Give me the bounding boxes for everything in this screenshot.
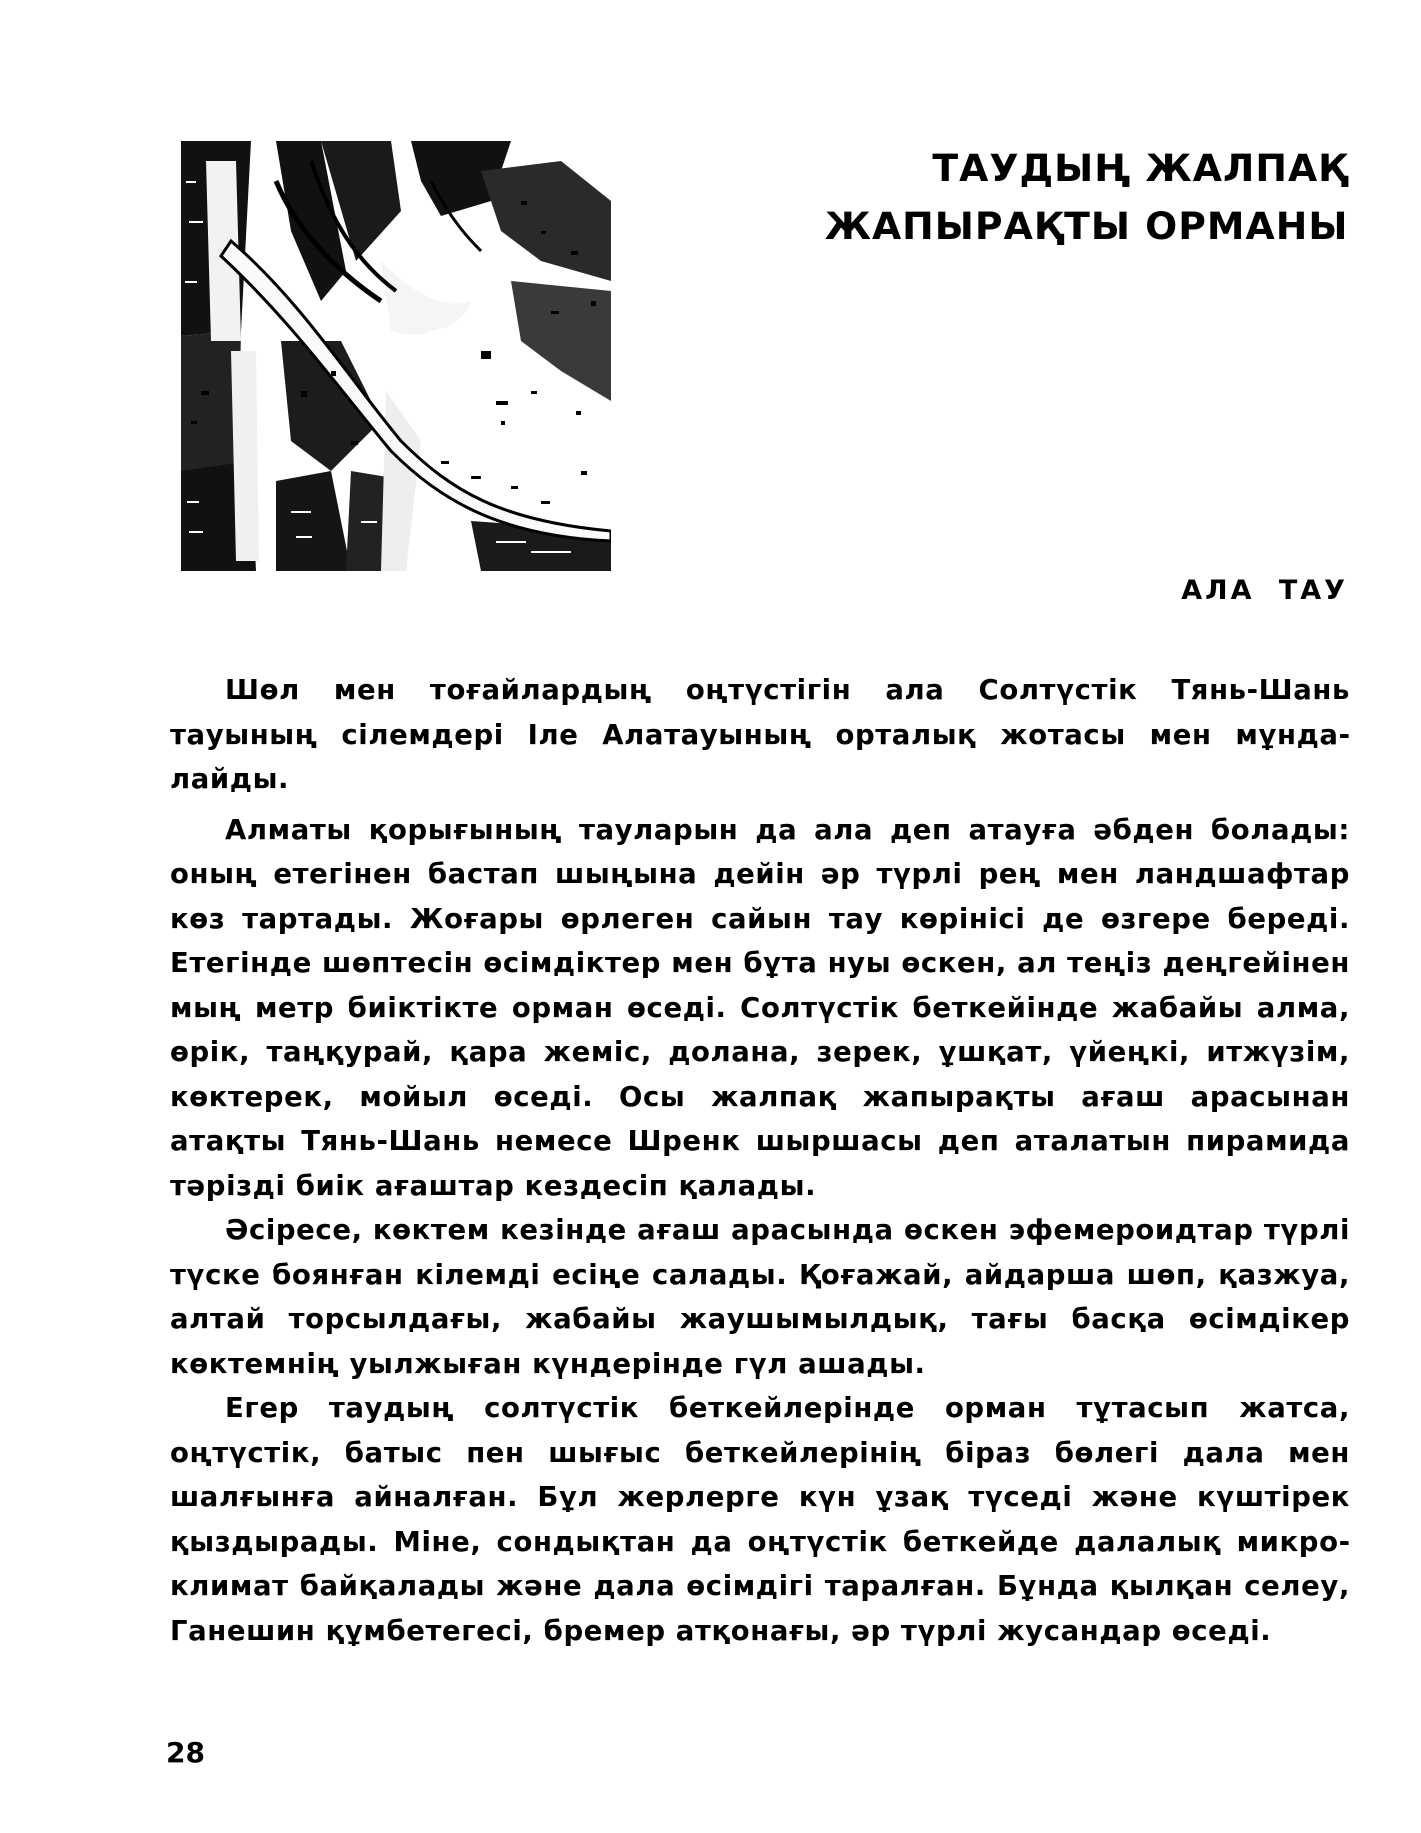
paragraph-4: Егер таудың солтүстік беткейлерінде орман тұтасып жатса, оңтүстік, батыс пен шығыс беткейлерінің біраз бөлегі дала мен шалғынға айналған. Бұл жерлерге күн ұзақ түседі және күштірек қыздырады. Міне, сондықтан да оңтүстік беткейде далалық микроклимат байқалады және дала өсімдігі таралған. Бұнда қылқан селеу, Ганешин құмбетегесі, бремер атқонағы, әр түрлі жусандар өседі. bbox=[170, 1392, 1350, 1647]
paragraph-3: Әсіресе, көктем кезінде ағаш арасында өскен эфемероидтар түрлі түске боянған кілемді есіңе салады. Қоғажай, айдарша шөп, қазжуа, алтай торсылдағы, жабайы жаушымылдық, тағы басқа өсімдікер көктемнің уылжыған күндерінде гүл ашады. bbox=[170, 1214, 1350, 1380]
article-body bbox=[170, 668, 1350, 1653]
forest-photo-image bbox=[181, 141, 611, 571]
page-title-line-2: ЖАПЫРАҚТЫ ОРМАНЫ bbox=[824, 205, 1348, 248]
page-number: 28 bbox=[166, 1736, 205, 1769]
section-subtitle: АЛА ТАУ bbox=[1181, 575, 1348, 606]
page-title bbox=[824, 140, 1348, 256]
page-title-line-1: ТАУДЫҢ ЖАЛПАҚ bbox=[931, 147, 1348, 190]
paragraph-1: Шөл мен тоғайлардың оңтүстігін ала Солтүстік Тянь-Шань тауының сілемдері Іле Алатауының орталық жотасы мен мұндалайды. bbox=[170, 674, 1350, 795]
forest-illustration bbox=[181, 141, 611, 571]
paragraph-2: Алматы қорығының тауларын да ала деп атауға әбден болады: оның етегінен бастап шыңына дейін әр түрлі рең мен ландшафтар көз тартады. Жоғары өрлеген сайын тау көрінісі де өзгере береді. Етегінде шөптесін өсімдіктер мен бұта нуы өскен, ал теңіз деңгейінен мың метр биіктікте орман өседі. Солтүстік беткейінде жабайы алма, өрік, таңқурай, қара жеміс, долана, зерек, ұшқат, үйеңкі, итжүзім, көктерек, мойыл өседі. Осы жалпақ жапырақты ағаш арасынан атақты Тянь-Шань немесе Шренк шыршасы деп аталатын пирамида тәрізді биік ағаштар кездесіп қалады. bbox=[170, 813, 1350, 1202]
